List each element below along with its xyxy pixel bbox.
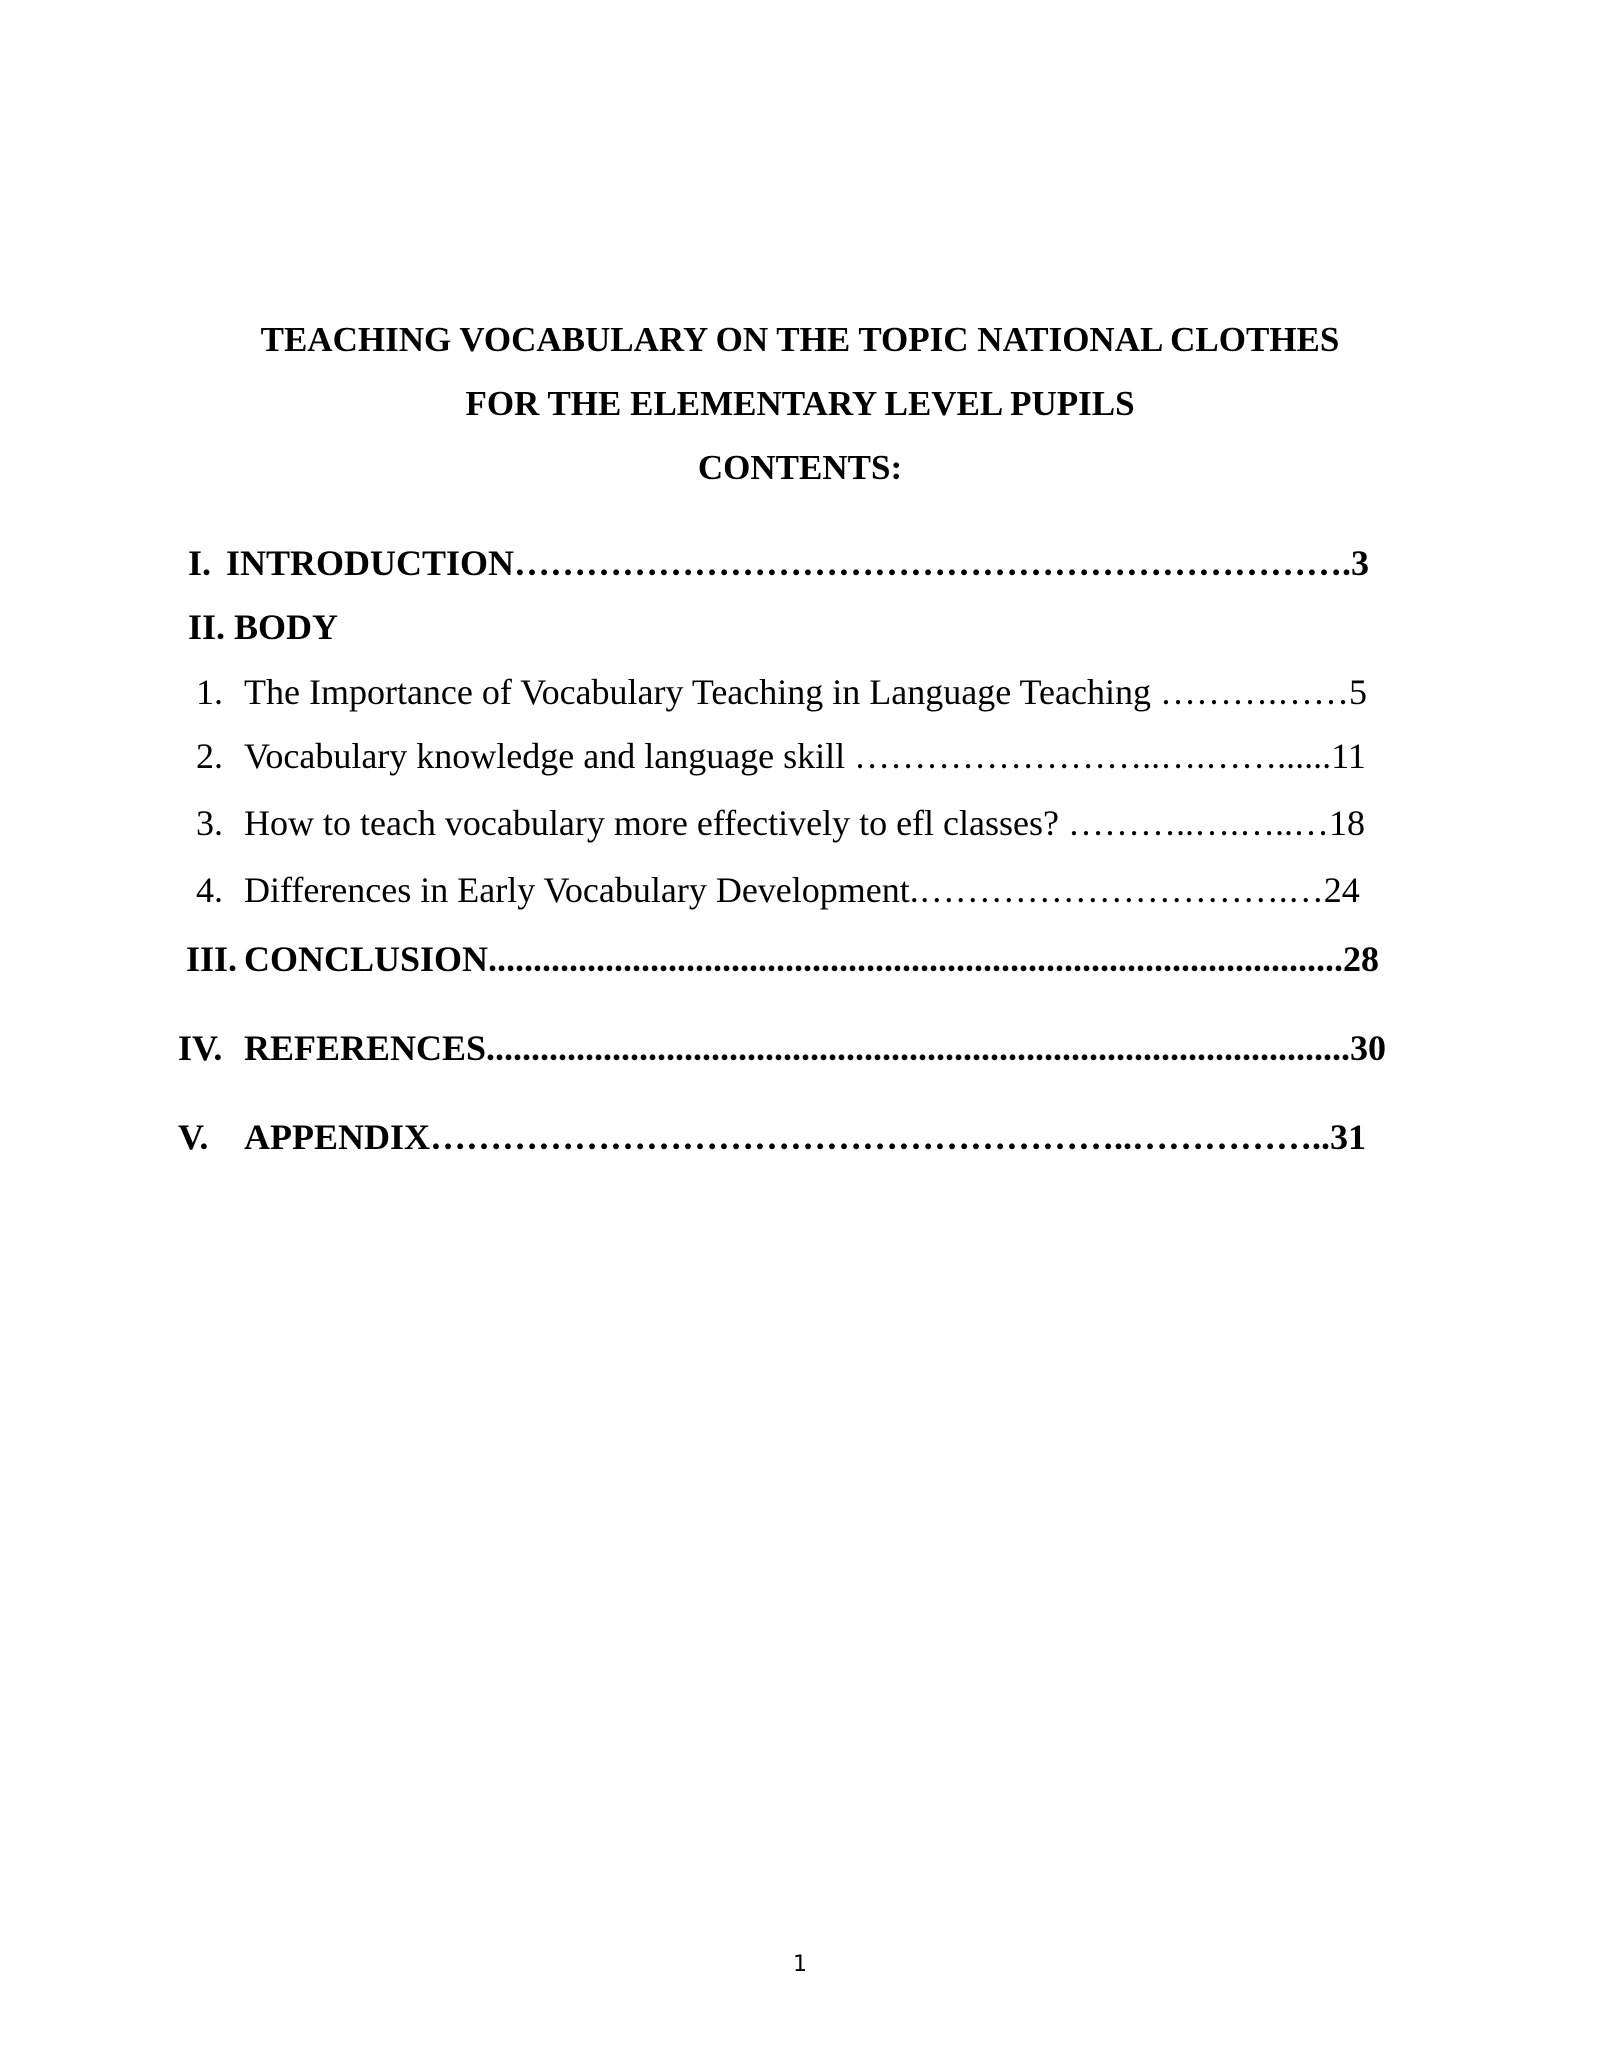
toc-entry-number: 3. [196,803,223,843]
contents-heading: CONTENTS: [697,448,903,487]
toc-entry-number: 2. [196,736,223,776]
toc-entry-text: APPENDIX…………………………………………………..……………..31 [244,1117,1366,1157]
toc-entry-text: The Importance of Vocabulary Teaching in Language Teaching ……….……5 [244,672,1367,712]
toc-entry-number: V. [178,1117,209,1157]
toc-entry-text: Differences in Early Vocabulary Development.………………………….…24 [244,870,1360,910]
toc-entry-number: III. [186,939,238,979]
document-title-line-1: TEACHING VOCABULARY ON THE TOPIC NATIONAL CLOTHES [260,320,1340,359]
toc-entry-text: BODY [234,607,339,647]
toc-entry-text: INTRODUCTION…………………………………………………………….3 [226,543,1370,583]
document-title-line-2: FOR THE ELEMENTARY LEVEL PUPILS [465,384,1135,423]
toc-entry-text: Vocabulary knowledge and language skill ……………………..….……......11 [244,736,1366,776]
toc-entry-number: I. [188,543,212,583]
toc-entry-number: 1. [196,672,223,712]
toc-entry-number: II. [188,607,226,647]
page-number: 1 [793,1952,807,1977]
toc-entry-text: REFERENCES................................................................................................30 [244,1028,1387,1068]
toc-entry-text: CONCLUSION...............................................................................................28 [244,939,1380,979]
toc-entry-number: IV. [178,1028,223,1068]
toc-entry-text: How to teach vocabulary more effectively to efl classes? ………..….…..…18 [244,803,1365,843]
toc-entry-number: 4. [196,870,223,910]
